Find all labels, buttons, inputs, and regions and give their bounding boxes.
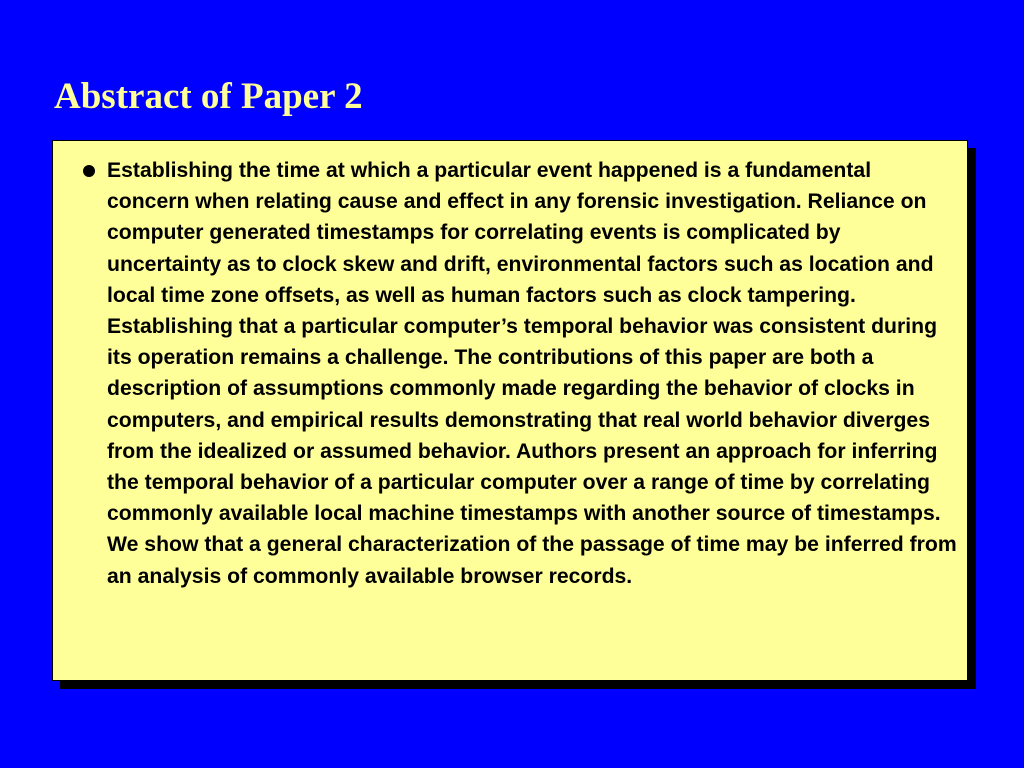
- bullet-dot-icon: [83, 165, 95, 177]
- slide-title: Abstract of Paper 2: [54, 76, 363, 117]
- abstract-text: Establishing the time at which a particular event happened is a fundamental concern when relating cause and effect in any forensic investigation. Reliance on computer generated timestamps for correlating events is complicated by uncertainty as to clock skew and drift, environmental factors such as location and local time zone offsets, as well as human factors such as clock tampering. Establishing that a particular computer’s temporal behavior was consistent during its operation remains a challenge. The contributions of this paper are both a description of assumptions commonly made regarding the behavior of clocks in computers, and empirical results demonstrating that real world behavior diverges from the idealized or assumed behavior. Authors present an approach for inferring the temporal behavior of a particular computer over a range of time by correlating commonly available local machine timestamps with another source of timestamps. We show that a general characterization of the passage of time may be inferred from an analysis of commonly available browser records.: [107, 159, 957, 588]
- abstract-content-box: [52, 140, 968, 681]
